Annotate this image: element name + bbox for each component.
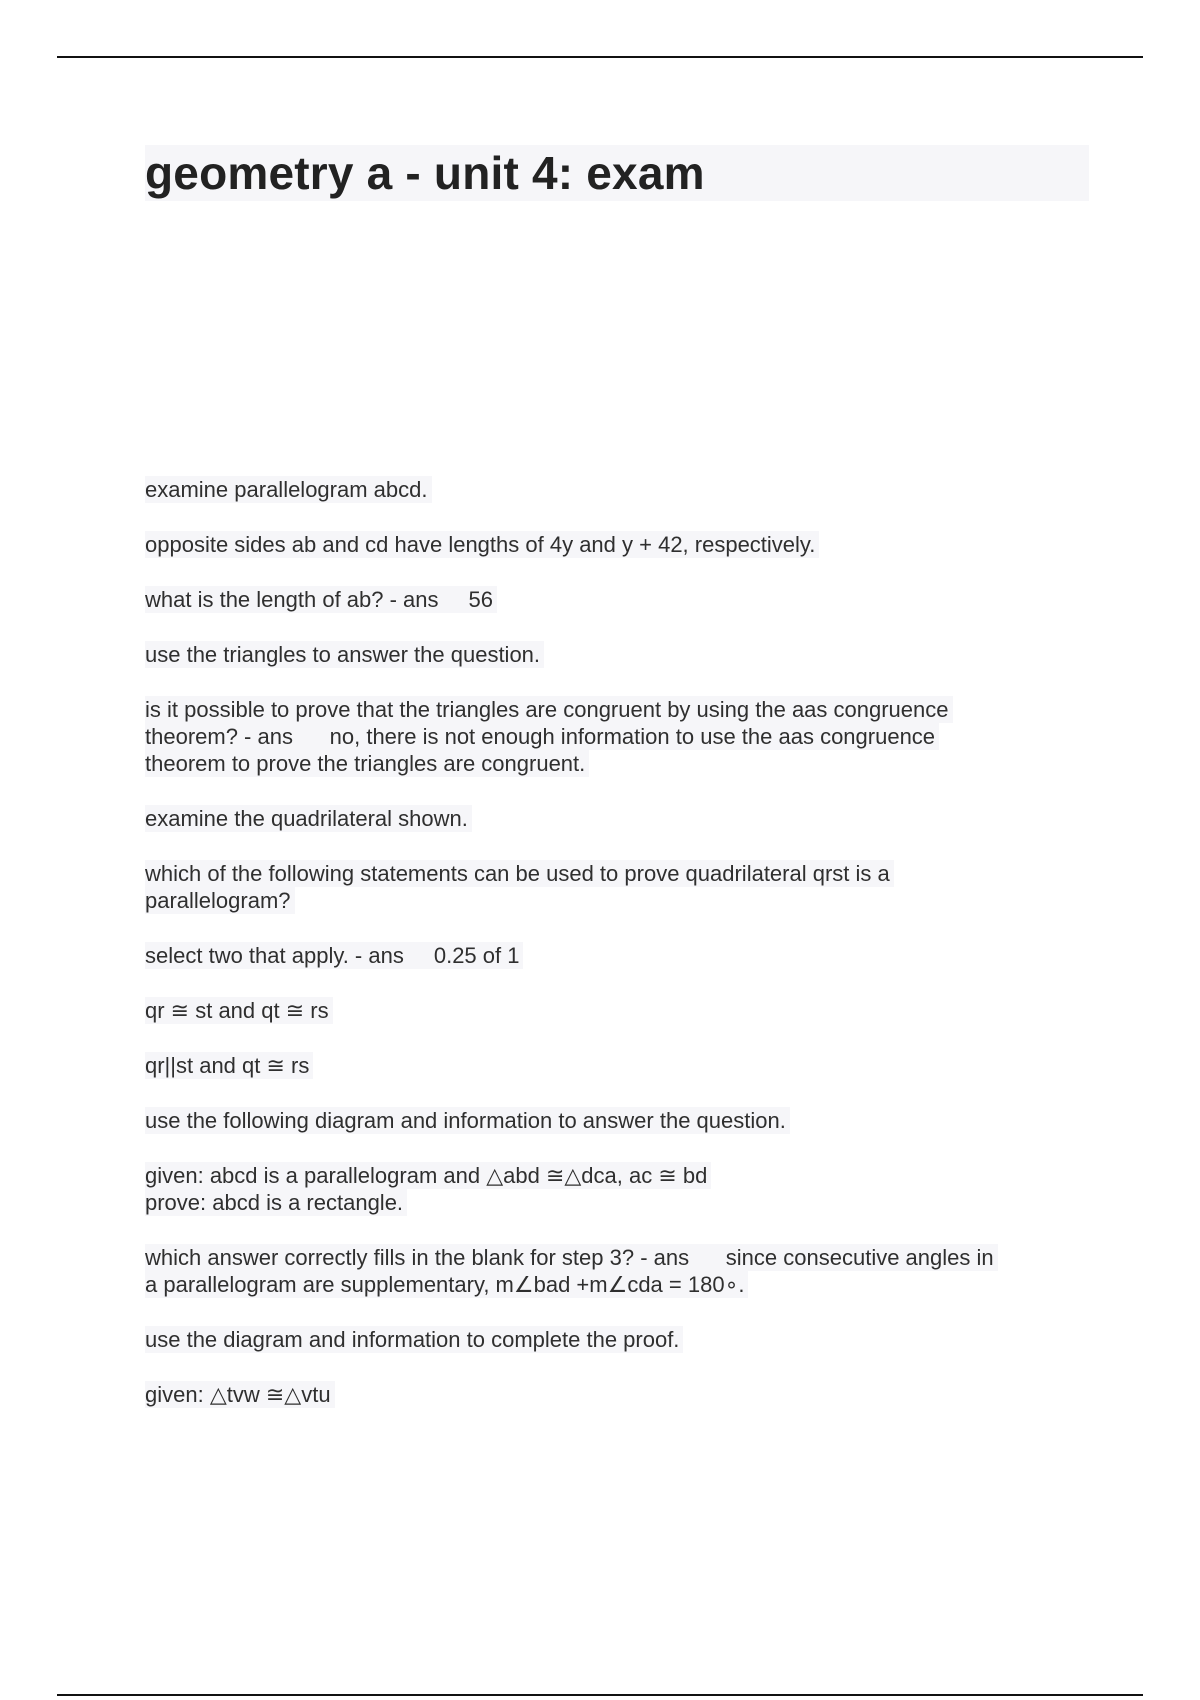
text-line: examine the quadrilateral shown.	[145, 805, 472, 832]
text-line: use the following diagram and information to answer the question.	[145, 1107, 790, 1134]
paragraph	[145, 476, 1095, 503]
text-line: a parallelogram are supplementary, m∠bad +m∠cda = 180∘.	[145, 1271, 748, 1298]
text-line: qr||st and qt ≅ rs	[145, 1052, 313, 1079]
text-line: qr ≅ st and qt ≅ rs	[145, 997, 333, 1024]
paragraph	[145, 1052, 1095, 1079]
text-line: parallelogram?	[145, 887, 295, 914]
question-text: what is the length of ab? - ans 56	[145, 586, 497, 613]
text-line: use the diagram and information to complete the proof.	[145, 1326, 683, 1353]
paragraph	[145, 1244, 1095, 1298]
paragraph	[145, 997, 1095, 1024]
text-line: is it possible to prove that the triangles are congruent by using the aas congruence	[145, 696, 953, 723]
text-line: opposite sides ab and cd have lengths of 4y and y + 42, respectively.	[145, 531, 819, 558]
paragraph	[145, 531, 1095, 558]
text-line: examine parallelogram abcd.	[145, 476, 432, 503]
text-line: which of the following statements can be used to prove quadrilateral qrst is a	[145, 860, 894, 887]
paragraph	[145, 1162, 1095, 1216]
text-line: which answer correctly fills in the blank for step 3? - ans since consecutive angles in	[145, 1244, 998, 1271]
paragraph	[145, 1381, 1095, 1408]
text-line: given: △tvw ≅△vtu	[145, 1381, 335, 1408]
paragraph	[145, 641, 1095, 668]
text-line: prove: abcd is a rectangle.	[145, 1189, 407, 1216]
text-line: theorem? - ans no, there is not enough information to use the aas congruence	[145, 723, 939, 750]
paragraph	[145, 805, 1095, 832]
text-line: use the triangles to answer the question.	[145, 641, 544, 668]
text-line: theorem to prove the triangles are congruent.	[145, 750, 589, 777]
paragraph	[145, 1107, 1095, 1134]
bottom-rule	[57, 1694, 1143, 1696]
paragraph	[145, 696, 1095, 777]
answer-text: 56	[468, 587, 494, 612]
document-body	[145, 476, 1095, 1436]
text-line: given: abcd is a parallelogram and △abd ≅△dca, ac ≅ bd	[145, 1162, 711, 1189]
question-answer	[145, 586, 1095, 613]
page-title: geometry a - unit 4: exam	[145, 145, 1089, 201]
paragraph	[145, 860, 1095, 914]
question-text: select two that apply. - ans 0.25 of 1	[145, 942, 523, 969]
answer-text: 0.25 of 1	[433, 943, 520, 968]
question-answer	[145, 942, 1095, 969]
paragraph	[145, 1326, 1095, 1353]
top-rule	[57, 56, 1143, 58]
